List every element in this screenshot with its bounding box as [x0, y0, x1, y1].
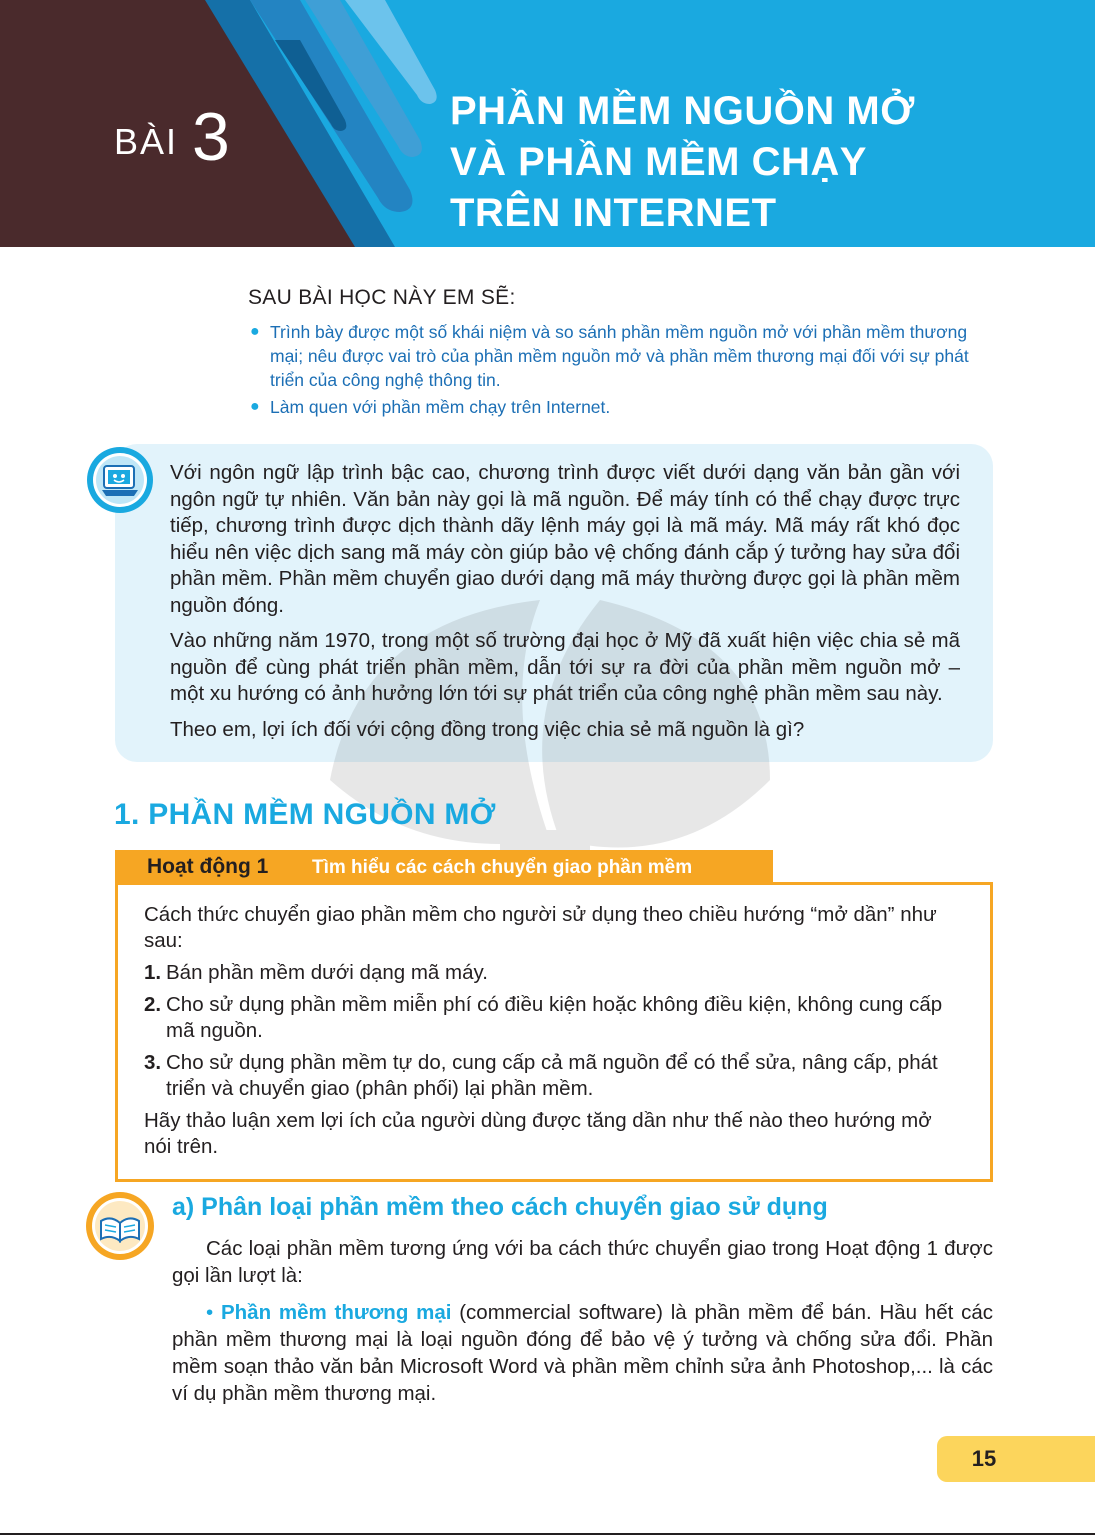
- lesson-title-line: VÀ PHẦN MỀM CHẠY: [450, 140, 867, 184]
- subsection-heading: a) Phân loại phần mềm theo cách chuyển giao sử dụng: [172, 1193, 828, 1221]
- activity-intro: Cách thức chuyển giao phần mềm cho người sử dụng theo chiều hướng “mở dần” như sau:: [144, 903, 937, 952]
- activity-item: [144, 960, 962, 986]
- bullet-icon: ●: [250, 398, 260, 415]
- objective-text: Làm quen với phần mềm chạy trên Internet.: [270, 397, 611, 417]
- section-heading: 1. PHẦN MỀM NGUỒN MỞ: [114, 798, 496, 831]
- lesson-word: BÀI: [114, 121, 179, 162]
- activity-item: [144, 1050, 962, 1102]
- paragraph-text: Các loại phần mềm tương ứng với ba cách thức chuyển giao trong Hoạt động 1 được gọi lần lượt là:: [172, 1237, 993, 1287]
- objective-item: [248, 395, 998, 419]
- intro-question: Theo em, lợi ích đối với cộng đồng trong việc chia sẻ mã nguồn là gì?: [170, 717, 805, 741]
- item-text: Bán phần mềm dưới dạng mã máy.: [166, 961, 488, 984]
- objective-text: Trình bày được một số khái niệm và so sánh phần mềm nguồn mở với phần mềm thương mại; nêu được vai trò của phần mềm nguồn mở và phần mềm thương mại đối với sự phát triển của công nghệ thông tin.: [270, 322, 969, 390]
- lesson-title: [450, 86, 1070, 239]
- body-paragraph: [172, 1235, 993, 1289]
- bullet-icon: ●: [250, 323, 260, 340]
- term-highlight: Phần mềm thương mại: [220, 1301, 452, 1324]
- item-number: 3.: [144, 1051, 162, 1074]
- objectives-heading: SAU BÀI HỌC NÀY EM SẼ:: [248, 286, 516, 309]
- objective-item: [248, 320, 998, 392]
- item-text: Cho sử dụng phần mềm miễn phí có điều kiện hoặc không điều kiện, không cung cấp mã nguồn.: [166, 993, 943, 1042]
- subsection-body: [172, 1235, 993, 1417]
- activity-item: [144, 992, 962, 1044]
- computer-icon: [86, 446, 154, 514]
- objectives-list: [248, 320, 998, 419]
- activity-closing: Hãy thảo luận xem lợi ích của người dùng được tăng dần như thế nào theo hướng mở nói trên.: [144, 1109, 932, 1158]
- activity-label: Hoạt động 1: [147, 855, 269, 878]
- intro-paragraph: Vào những năm 1970, trong một số trường đại học ở Mỹ đã xuất hiện việc chia sẻ mã nguồn để cùng phát triển phần mềm, dẫn tới sự ra đời của phần mềm nguồn mở – một xu hướng có ảnh hưởng lớn tới sự phát triển của công nghệ phần mềm sau này.: [170, 629, 960, 705]
- intro-text: [170, 460, 960, 752]
- lesson-title-line: PHẦN MỀM NGUỒN MỞ: [450, 89, 915, 133]
- lesson-title-line: TRÊN INTERNET: [450, 191, 777, 235]
- activity-content: [144, 902, 962, 1166]
- item-number: 2.: [144, 993, 162, 1016]
- activity-title: Tìm hiểu các cách chuyển giao phần mềm: [312, 857, 693, 878]
- body-paragraph: [172, 1299, 993, 1407]
- lesson-label: [114, 98, 230, 176]
- item-number: 1.: [144, 961, 162, 984]
- bullet-icon: •: [206, 1301, 214, 1324]
- bottom-rule: [0, 1533, 1095, 1535]
- learning-objectives: [248, 286, 998, 422]
- item-text: Cho sử dụng phần mềm tự do, cung cấp cả mã nguồn để có thể sửa, nâng cấp, phát triển và chuyển giao (phân phối) lại phần mềm.: [166, 1051, 938, 1100]
- lesson-number: 3: [192, 99, 230, 175]
- book-icon: [85, 1191, 155, 1261]
- intro-paragraph: Với ngôn ngữ lập trình bậc cao, chương trình được viết dưới dạng văn bản gần với ngôn ngữ tự nhiên. Văn bản này gọi là mã nguồn. Để máy tính có thể chạy được trực tiếp, chương trình được dịch thành dãy lệnh máy gọi là mã máy. Mã máy rất khó đọc hiểu nên việc dịch sang mã máy còn giúp bảo vệ chống đánh cắp ý tưởng hay sửa đổi phần mềm. Phần mềm chuyển giao dưới dạng mã máy thường được gọi là phần mềm nguồn đóng.: [170, 461, 960, 617]
- lesson-header: [0, 0, 1095, 247]
- paragraph-text: (commercial software) là phần mềm để bán. Hầu hết các phần mềm thương mại là loại nguồn đóng để bảo vệ ý tưởng và chống sửa đổi. Phần mềm soạn thảo văn bản Microsoft Word và phần mềm chỉnh sửa ảnh Photoshop,... là các ví dụ phần mềm thương mại.: [172, 1301, 994, 1405]
- page-number: 15: [971, 1446, 997, 1471]
